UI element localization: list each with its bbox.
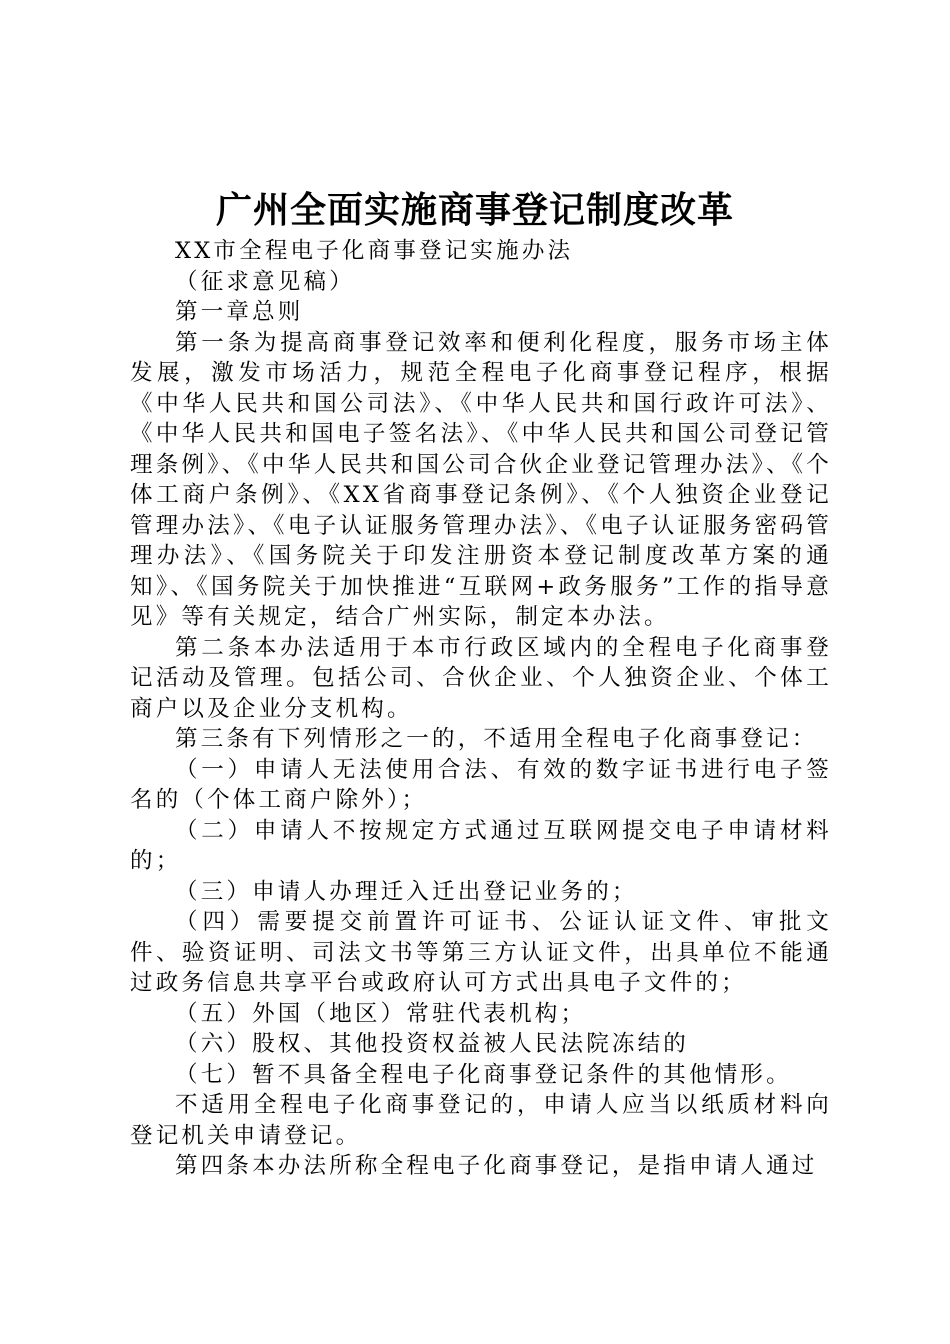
article-3-item-6: （六）股权、其他投资权益被人民法院冻结的 [175, 1031, 690, 1057]
article-3-item-3: （三）申请人办理迁入迁出登记业务的； [175, 878, 638, 905]
article-3-note: 不适用全程电子化商事登记的，申请人应当以纸质材料向登记机关申请登记。 [130, 1092, 832, 1149]
article-3-item-1: （一）申请人无法使用合法、有效的数字证书进行电子签名的（个体工商户除外）； [130, 756, 832, 813]
document-subtitle: XX市全程电子化商事登记实施办法 [175, 238, 574, 264]
article-3-item-5: （五）外国（地区）常驻代表机构； [175, 1000, 587, 1027]
chapter-heading: 第一章总则 [175, 299, 304, 325]
draft-note: （征求意见稿） [175, 268, 355, 295]
article-2: 第二条本办法适用于本市行政区域内的全程电子化商事登记活动及管理。包括公司、合伙企业、个人独资企业、个体工商户以及企业分支机构。 [130, 634, 832, 722]
document-title: 广州全面实施商事登记制度改革 [215, 189, 734, 231]
article-3: 第三条有下列情形之一的，不适用全程电子化商事登记： [175, 726, 818, 752]
document-body [130, 236, 832, 1182]
article-3-item-4: （四）需要提交前置许可证书、公证认证文件、审批文件、验资证明、司法文书等第三方认证文件，出具单位不能通过政务信息共享平台或政府认可方式出具电子文件的； [130, 909, 832, 996]
article-3-item-2: （二）申请人不按规定方式通过互联网提交电子申请材料的； [130, 817, 832, 874]
article-1: 第一条为提高商事登记效率和便利化程度，服务市场主体发展，激发市场活力，规范全程电子化商事登记程序，根据《中华人民共和国公司法》、《中华人民共和国行政许可法》、《中华人民共和国电子签名法》、《中华人民共和国公司登记管理条例》、《中华人民共和国公司合伙企业登记管理办法》、《个体工商户条例》、《XX省商事登记条例》、《个人独资企业登记管理办法》、《电子认证服务管理办法》、《电子认证服务密码管理办法》、《国务院关于印发注册资本登记制度改革方案的通知》、《国务院关于加快推进“互联网+政务服务”工作的指导意见》等有关规定，结合广州实际，制定本办法。 [130, 329, 832, 630]
article-4: 第四条本办法所称全程电子化商事登记，是指申请人通过 [175, 1153, 818, 1179]
article-3-item-7: （七）暂不具备全程电子化商事登记条件的其他情形。 [175, 1061, 792, 1088]
